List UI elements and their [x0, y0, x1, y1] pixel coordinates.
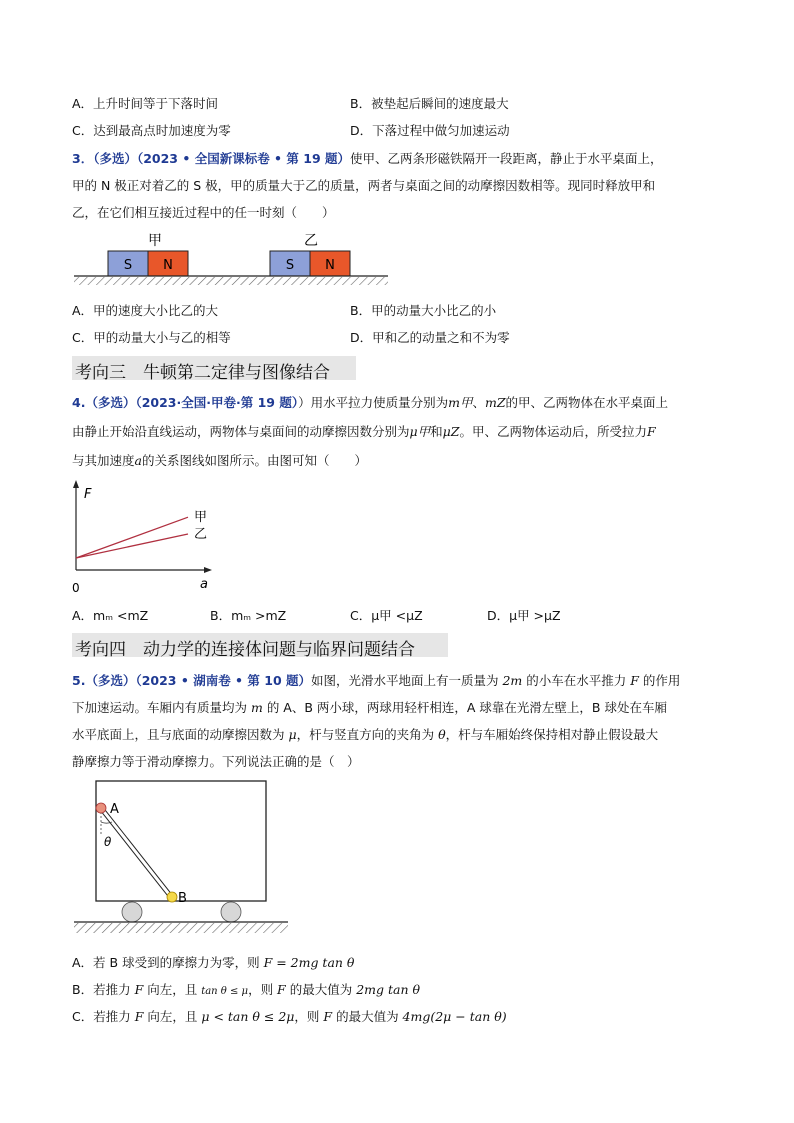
magnet-jia — [108, 251, 188, 276]
q3-option-a: A．甲的速度大小比乙的大 — [72, 303, 219, 318]
y-axis-arrow — [73, 480, 79, 488]
ball-a-label: A — [110, 802, 119, 817]
q4-stem-line1: 4.（多选）（2023·全国·甲卷·第 19 题））用水平拉力使质量分别为m甲、mZ的甲、乙两物体在水平桌面上 — [72, 395, 669, 410]
svg-text:S: S — [123, 258, 133, 273]
mu-yi-symbol: μZ — [442, 424, 460, 439]
q3-option-d: D．甲和乙的动量之和不为零 — [350, 330, 510, 345]
q5-number: 5. — [72, 673, 86, 688]
m-yi-symbol: mZ — [485, 395, 506, 410]
q5-stem-line3: 水平底面上，且与底面的动摩擦因数为 μ，杆与竖直方向的夹角为 θ，杆与车厢始终保持相对静止假设最大 — [72, 727, 659, 742]
q5-source: （2023 • 湖南卷 • 第 10 题） — [135, 673, 311, 688]
y-axis-label: F — [84, 487, 92, 502]
q4-number: 4. — [72, 395, 86, 410]
series-label-jia: 甲 — [194, 510, 208, 526]
q3-tag: （多选） — [93, 151, 137, 166]
section-3-title: 考向三 牛顿第二定律与图像结合 — [75, 363, 330, 383]
f-a-graph — [60, 476, 220, 598]
q3-stem-text1: 使甲、乙两条形磁铁隔开一段距离，静止于水平桌面上， — [350, 151, 663, 166]
mu-jia-symbol: μ甲 — [409, 424, 431, 439]
section-header-4 — [72, 633, 448, 660]
q3-stem-line1 — [72, 149, 663, 167]
cart-figure — [70, 778, 294, 942]
q2-option-a: A．上升时间等于下落时间 — [72, 96, 219, 111]
q3-stem-line3: 乙，在它们相互接近过程中的任一时刻（ ） — [72, 205, 335, 220]
magnet-yi-label: 乙 — [304, 233, 318, 249]
q5-stem-line1: 5.（多选）（2023 • 湖南卷 • 第 10 题）如图，光滑水平地面上有一质量为 2m 的小车在水平推力 F 的作用 — [72, 673, 681, 688]
q5-option-a: A．若 B 球受到的摩擦力为零，则 F = 2mg tan θ — [72, 955, 355, 970]
q5-tag: （多选） — [85, 673, 136, 688]
cart-body — [96, 781, 266, 901]
q5-option-c: C．若推力 F 向左，且 μ < tan θ ≤ 2μ，则 F 的最大值为 4mg(2μ − tan θ) — [72, 1009, 507, 1024]
q3-stem-line2: 甲的 N 极正对着乙的 S 极，甲的质量大于乙的质量，两者与桌面之间的动摩擦因数相等。现同时释放甲和 — [72, 178, 656, 193]
ball-b — [167, 892, 177, 902]
q3-number: 3． — [72, 151, 94, 166]
series-label-yi: 乙 — [194, 527, 208, 542]
svg-text:N: N — [163, 258, 173, 273]
section-header-3 — [72, 356, 356, 383]
table-hatch — [74, 277, 388, 285]
ball-b-label: B — [178, 891, 187, 906]
q3-source: （2023 • 全国新课标卷 • 第 19 题） — [136, 151, 350, 166]
q2-option-d: D．下落过程中做匀加速运动 — [350, 123, 510, 138]
svg-text:N: N — [325, 258, 335, 273]
q4-option-c: C．μ甲 <μZ — [350, 608, 423, 623]
magnets-figure — [70, 226, 400, 290]
q5-stem-line4: 静摩擦力等于滑动摩擦力。下列说法正确的是（ ） — [72, 754, 360, 769]
origin-label: 0 — [72, 581, 80, 595]
q5-stem-line2: 下加速运动。车厢内有质量均为 m 的 A、B 两小球，两球用轻杆相连，A 球靠在光滑左壁上，B 球处在车厢 — [72, 700, 667, 715]
q4-stem-line2: 由静止开始沿直线运动，两物体与桌面间的动摩擦因数分别为μ甲和μZ。甲、乙两物体运动后，所受拉力F — [72, 424, 656, 439]
wheel-right — [221, 902, 241, 922]
theta-label: θ — [104, 835, 112, 849]
q4-tag: （多选） — [85, 395, 136, 410]
section-4-title: 考向四 动力学的连接体问题与临界问题结合 — [75, 640, 415, 660]
x-axis-label: a — [200, 577, 208, 592]
m-jia-symbol: m甲 — [448, 395, 473, 410]
q4-stem-line3: 与其加速度a的关系图线如图所示。由图可知（ ） — [72, 453, 367, 468]
x-axis-arrow — [204, 567, 212, 573]
ground-hatch — [74, 923, 288, 933]
magnet-yi — [270, 251, 350, 276]
q4-source: （2023·全国·甲卷·第 19 题） — [135, 395, 299, 410]
q2-option-c: C．达到最高点时加速度为零 — [72, 123, 231, 138]
q3-option-c: C．甲的动量大小与乙的相等 — [72, 330, 231, 345]
q5-option-b: B．若推力 F 向左，且 tan θ ≤ μ，则 F 的最大值为 2mg tan θ — [72, 982, 420, 997]
q4-option-a: A．mₘ <mZ — [72, 608, 149, 623]
magnet-jia-label: 甲 — [148, 233, 162, 249]
q2-option-b: B．被垫起后瞬间的速度最大 — [350, 96, 509, 111]
svg-text:S: S — [285, 258, 295, 273]
ball-a — [96, 803, 106, 813]
wheel-left — [122, 902, 142, 922]
q4-option-d: D．μ甲 >μZ — [487, 608, 561, 623]
q4-option-b: B．mₘ >mZ — [210, 608, 287, 623]
q3-option-b: B．甲的动量大小比乙的小 — [350, 303, 497, 318]
